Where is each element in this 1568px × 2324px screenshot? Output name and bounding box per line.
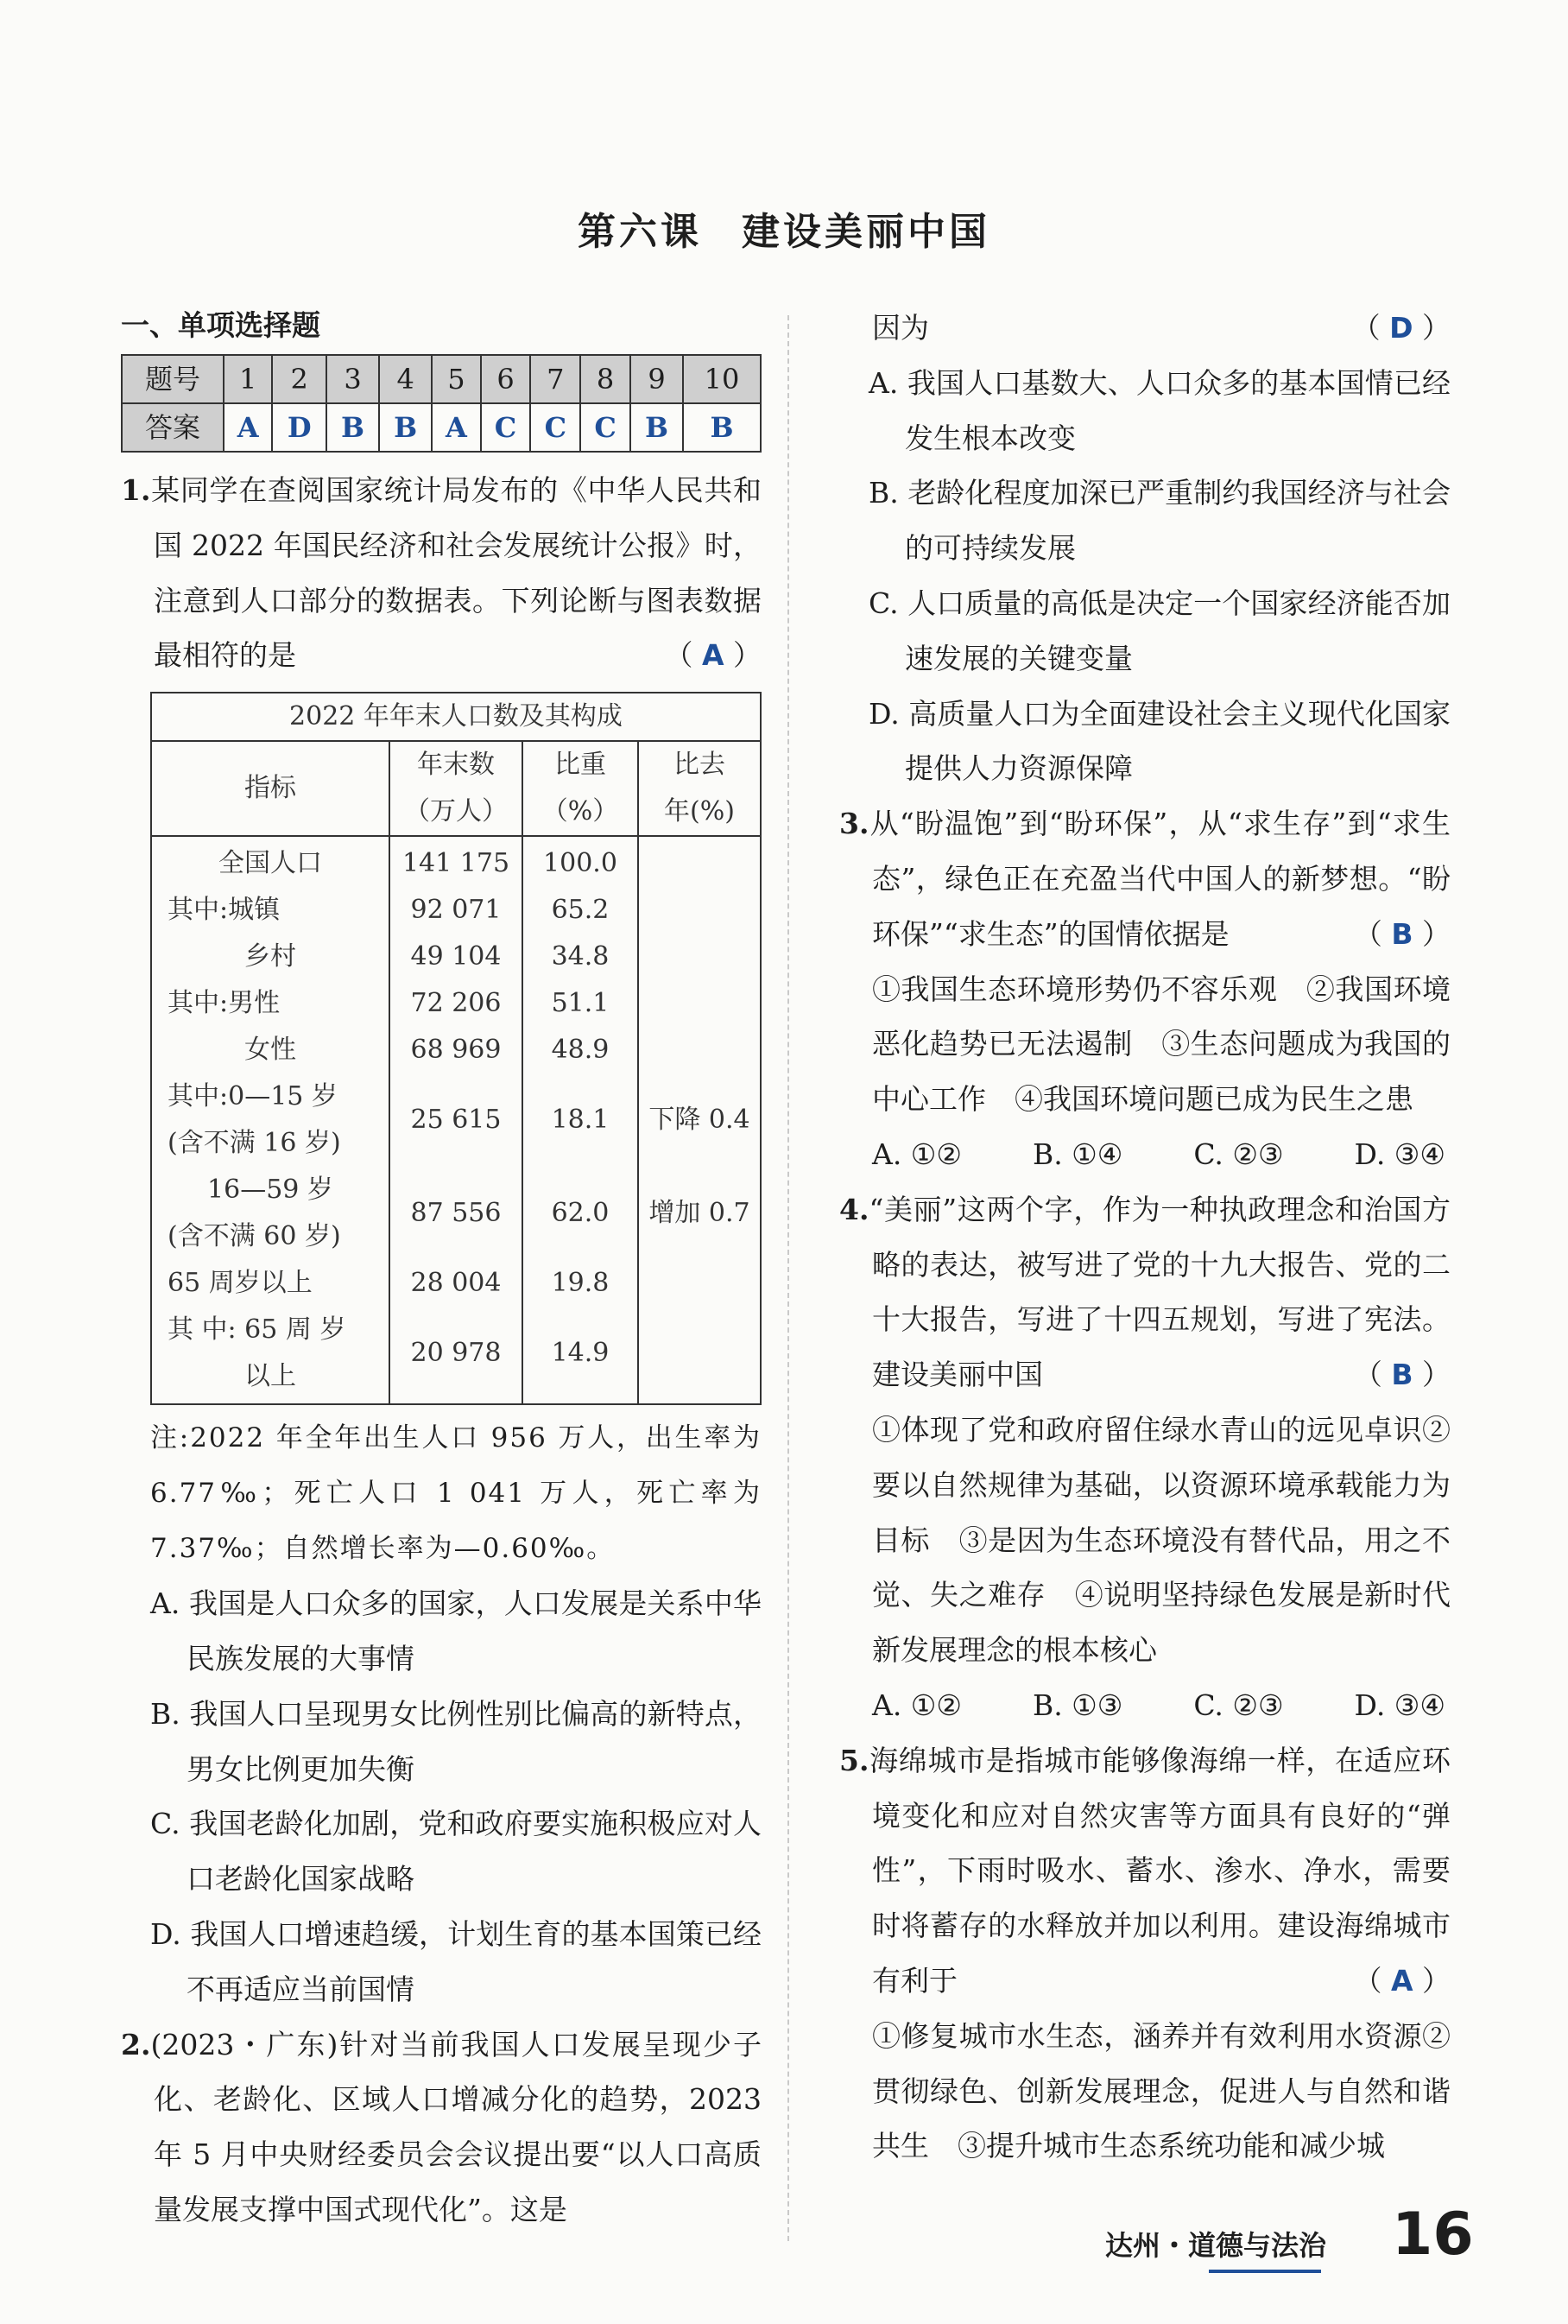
table-header-count: [389, 741, 522, 836]
value: 92 071: [410, 895, 502, 926]
value: 下降 0.4: [648, 1105, 750, 1136]
answer-num: 4: [379, 355, 432, 403]
table-header-share: [522, 741, 638, 836]
choice: D. ③④: [1354, 1137, 1445, 1171]
option-d: D. 高质量人口为全面建设社会主义现代化国家提供人力资源保障: [869, 696, 1451, 786]
question-2: [121, 2017, 762, 2238]
question-number: 3.: [839, 807, 869, 841]
statement: ①体现了党和政府留住绿水青山的远见卓识: [872, 1412, 1422, 1447]
answer-num: 1: [224, 355, 272, 403]
value: 49 104: [410, 941, 502, 972]
question-4: [839, 1182, 1451, 1403]
answer-value: C: [530, 403, 580, 452]
choice: C. ②③: [1193, 1688, 1284, 1722]
question-5: [839, 1733, 1451, 2009]
header-line: 年(%): [664, 796, 735, 827]
option-a: A. 我国是人口众多的国家，人口发展是关系中华民族发展的大事情: [150, 1586, 762, 1675]
value: 增加 0.7: [648, 1198, 750, 1229]
statements: [839, 962, 1451, 1127]
answer-table: [121, 354, 762, 453]
value: 20 978: [410, 1338, 502, 1369]
question-2-continued: [839, 301, 1451, 356]
row-label: 女性: [244, 1035, 296, 1066]
value: 19.8: [551, 1268, 610, 1299]
table-cell-change: [638, 836, 761, 1404]
answer-table-num-label: 题号: [122, 355, 224, 403]
answer-num: 8: [580, 355, 630, 403]
row-label: (含不满 16 岁): [168, 1128, 341, 1159]
statement: ②我国环境恶化趋势已无法遏制: [872, 972, 1451, 1061]
question-number: 1.: [121, 473, 151, 507]
value: 87 556: [410, 1198, 502, 1229]
value: 51.1: [551, 988, 610, 1019]
question-stem: 海绵城市是指城市能够像海绵一样，在适应环境变化和应对自然灾害等方面具有良好的“弹性”，下雨时吸水、蓄水、渗水、净水，需要时将蓄存的水释放并加以利用。建设海绵城市有利于: [869, 1743, 1451, 1998]
value: 28 004: [410, 1268, 502, 1299]
value: 34.8: [551, 941, 610, 972]
choice: A. ①②: [872, 1688, 962, 1722]
answer-num: 2: [272, 355, 326, 403]
answer-num: 10: [683, 355, 761, 403]
row-label: 其中:0—15 岁: [168, 1081, 338, 1112]
option-b: B. 老龄化程度加深已严重制约我国经济与社会的可持续发展: [869, 476, 1451, 566]
statement: ①修复城市水生态，涵养并有效利用水资源: [872, 2018, 1422, 2053]
row-label: 其 中: 65 周 岁: [168, 1314, 346, 1346]
answer-value: D: [272, 403, 326, 452]
table-cell-share: [522, 836, 638, 1404]
answer-bracket: （ B ）: [1353, 1358, 1451, 1392]
page-title: [0, 200, 1568, 256]
header-line: 比重: [554, 750, 606, 781]
table-caption: 2022 年年末人口数及其构成: [151, 693, 761, 741]
footer-underline: [1209, 2270, 1321, 2273]
table-cell-count: [389, 836, 522, 1404]
answer-num: 3: [326, 355, 379, 403]
row-label: 全国人口: [218, 848, 322, 879]
table-cell-indicator: [151, 836, 389, 1404]
question-1: [121, 463, 762, 683]
right-column: [839, 301, 1451, 2174]
option-d: D. 我国人口增速趋缓，计划生育的基本国策已经不再适应当前国情: [150, 1916, 762, 2006]
row-label: 其中:男性: [168, 988, 281, 1019]
answer-bracket: （ B ）: [1353, 916, 1451, 951]
header-line: 年末数: [417, 750, 495, 781]
header-line: 比去: [673, 750, 725, 781]
statement: ①我国生态环境形势仍不容乐观: [872, 972, 1278, 1006]
answer-num: 9: [630, 355, 683, 403]
answer-letter: A: [701, 638, 724, 673]
footer-label: 达州・道德与法治: [1105, 2229, 1327, 2262]
statement: ④我国环境问题已成为民生之患: [1015, 1082, 1413, 1117]
header-line: （万人）: [404, 796, 508, 827]
statements: [839, 2009, 1451, 2174]
title-topic: 建设美丽中国: [742, 210, 990, 254]
answer-num: 6: [481, 355, 531, 403]
table-header-indicator: 指标: [151, 741, 389, 836]
row-label: 以上: [244, 1361, 296, 1392]
question-stem: “美丽”这两个字，作为一种执政理念和治国方略的表达，被写进了党的十九大报告、党的二十大报告，写进了十四五规划，写进了宪法。建设美丽中国: [869, 1192, 1451, 1392]
answer-letter: A: [1390, 1963, 1413, 1998]
row-label: 16—59 岁: [207, 1175, 333, 1206]
choice: B. ①③: [1032, 1688, 1123, 1722]
choice-row: [839, 1678, 1451, 1733]
answer-letter: B: [1391, 1358, 1413, 1392]
choice: B. ①④: [1032, 1137, 1123, 1171]
value: 48.9: [551, 1035, 610, 1066]
answer-value: A: [432, 403, 480, 452]
answer-table-ans-label: 答案: [122, 403, 224, 452]
answer-value: A: [224, 403, 272, 452]
choice: D. ③④: [1354, 1688, 1445, 1722]
statement: ②要以自然规律为基础，以资源环境承载能力为目标: [872, 1412, 1451, 1557]
value: 141 175: [401, 848, 510, 879]
question-stem: 从“盼温饱”到“盼环保”，从“求生存”到“求生态”，绿色正在充盈当代中国人的新梦想。“盼环保”“求生态”的国情依据是: [869, 807, 1451, 951]
row-label: 其中:城镇: [168, 895, 281, 926]
option-a: A. 我国人口基数大、人口众多的基本国情已经发生根本改变: [869, 365, 1451, 455]
answer-letter: D: [1389, 311, 1413, 345]
choice-row: [839, 1127, 1451, 1182]
question-number: 4.: [839, 1192, 869, 1226]
choice: A. ①②: [872, 1137, 962, 1171]
statement: ③提升城市生态系统功能和减少城: [958, 2129, 1385, 2163]
answer-bracket: （ A ）: [664, 638, 762, 673]
answer-num: 5: [432, 355, 480, 403]
answer-value: B: [683, 403, 761, 452]
row-label: 65 周岁以上: [168, 1268, 313, 1299]
value: 100.0: [543, 848, 617, 879]
answer-value: C: [580, 403, 630, 452]
value: 14.9: [551, 1338, 610, 1369]
value: 68 969: [410, 1035, 502, 1066]
question-number: 2.: [121, 2027, 151, 2061]
answer-value: B: [379, 403, 432, 452]
page-number: 16: [1392, 2201, 1474, 2269]
option-b: B. 我国人口呈现男女比例性别比偏高的新特点，男女比例更加失衡: [150, 1696, 762, 1786]
value: 72 206: [410, 988, 502, 1019]
left-column: [121, 301, 762, 2238]
table-note: 注:2022 年全年出生人口 956 万人，出生率为 6.77‰；死亡人口 1 041 万人，死亡率为 7.37‰；自然增长率为—0.60‰。: [150, 1422, 762, 1565]
option-c: C. 我国老龄化加剧，党和政府要实施积极应对人口老龄化国家战略: [150, 1807, 762, 1897]
question-stem-continued: 因为: [872, 311, 929, 345]
question-number: 5.: [839, 1743, 869, 1777]
column-divider: [787, 315, 789, 2241]
answer-value: C: [481, 403, 531, 452]
question-stem: (2023・广东)针对当前我国人口发展呈现少子化、老龄化、区域人口增减分化的趋势，2023 年 5 月中央财经委员会会议提出要“以人口高质量发展支撑中国式现代化”。这是: [150, 2027, 762, 2226]
answer-bracket: （ D ）: [1351, 311, 1451, 345]
statement: ③是因为生态环境没有替代品，用之不觉、失之难存: [872, 1523, 1451, 1612]
question-3: [839, 796, 1451, 961]
question-stem: 某同学在查阅国家统计局发布的《中华人民共和国 2022 年国民经济和社会发展统计公报》时，注意到人口部分的数据表。下列论断与图表数据最相符的是: [150, 473, 762, 673]
statements: [839, 1403, 1451, 1678]
population-table: [150, 692, 762, 1405]
value: 65.2: [551, 895, 610, 926]
statement: ③生态问题成为我国的中心工作: [872, 1027, 1451, 1117]
row-label: (含不满 60 岁): [168, 1221, 341, 1252]
header-line: （%）: [541, 796, 619, 827]
value: 18.1: [551, 1105, 610, 1136]
value: 25 615: [410, 1105, 502, 1136]
value: 62.0: [551, 1198, 610, 1229]
section-heading: 一、单项选择题: [121, 308, 320, 342]
table-header-change: [638, 741, 761, 836]
answer-value: B: [630, 403, 683, 452]
answer-letter: B: [1391, 916, 1413, 951]
statement: ②贯彻绿色、创新发展理念，促进人与自然和谐共生: [872, 2018, 1451, 2163]
title-lesson: 第六课: [578, 210, 702, 254]
answer-num: 7: [530, 355, 580, 403]
statement: ④说明坚持绿色发展是新时代新发展理念的根本核心: [872, 1578, 1451, 1668]
choice: C. ②③: [1193, 1137, 1284, 1171]
option-c: C. 人口质量的高低是决定一个国家经济能否加速发展的关键变量: [869, 586, 1451, 675]
row-label: 乡村: [244, 941, 296, 972]
answer-value: B: [326, 403, 379, 452]
answer-bracket: （ A ）: [1353, 1963, 1451, 1998]
